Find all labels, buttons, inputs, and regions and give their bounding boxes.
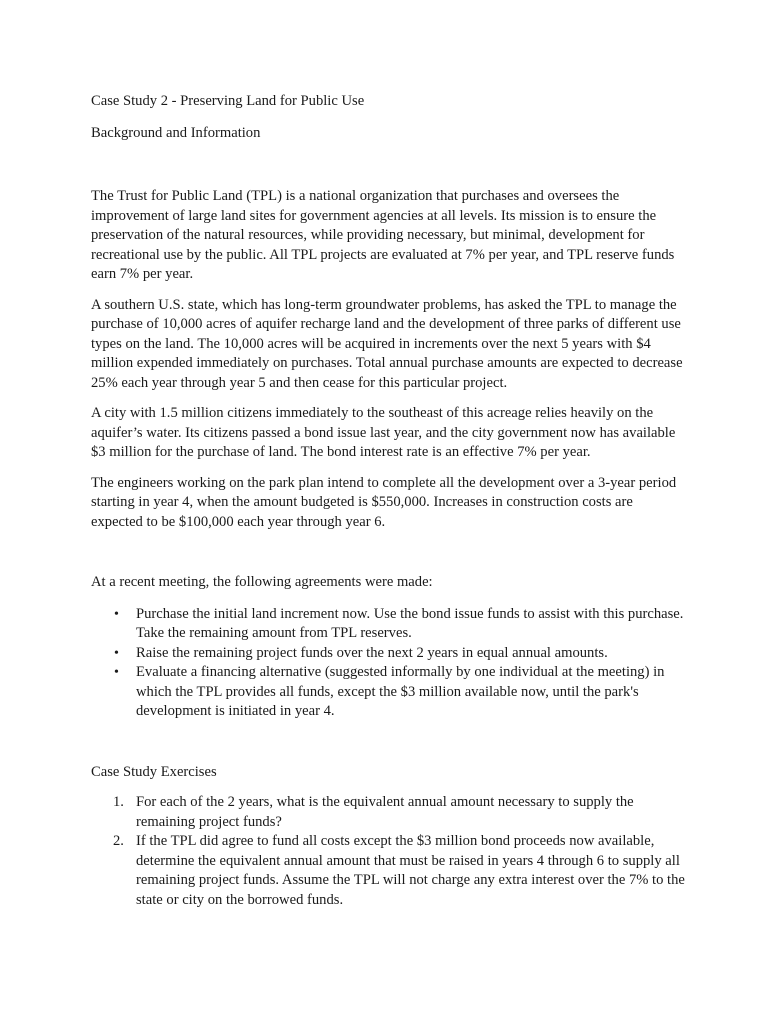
list-item <box>91 663 686 722</box>
exercise-text: For each of the 2 years, what is the equivalent annual amount necessary to supply the remaining project funds? <box>136 794 634 830</box>
bullet-icon: • <box>114 645 119 661</box>
exercise-number: 1. <box>113 794 124 810</box>
bullet-icon: • <box>114 665 119 680</box>
paragraph-state-request: A southern U.S. state, which has long-term groundwater problems, has asked the TPL to manage the purchase of 10,000 acres of aquifer recharge land and the development of three parks of different use types on the land. The 10,000 acres will be acquired in increments over the next 5 years with $4 million expended immediately on purchases. Total annual purchase amounts are expected to decrease 25% each year through year 5 and then cease for this particular project. <box>91 296 683 391</box>
agreements-list <box>91 605 686 722</box>
section-heading-background: Background and Information <box>91 124 261 141</box>
agreement-text: Purchase the initial land increment now. Use the bond issue funds to assist with this purchase. Take the remaining amount from TPL reserves. <box>136 605 684 641</box>
exercise-number: 2. <box>113 833 124 849</box>
bullet-icon: • <box>114 606 119 622</box>
list-item <box>91 644 686 664</box>
list-item <box>91 793 686 832</box>
document-page <box>91 92 686 910</box>
paragraph-engineers-plan: The engineers working on the park plan intend to complete all the development over a 3-year period starting in year 4, when the amount budgeted is $550,000. Increases in construction costs are expected to be $100,000 each year through year 6. <box>91 474 677 530</box>
paragraph-tpl-intro: The Trust for Public Land (TPL) is a national organization that purchases and oversees the improvement of large land sites for government agencies at all levels. Its mission is to ensure the preservation of the natural resources, while providing necessary, but minimal, development for recreational use by the public. All TPL projects are evaluated at 7% per year, and TPL reserve funds earn 7% per year. <box>91 188 675 282</box>
list-item <box>91 605 686 644</box>
agreement-text: Raise the remaining project funds over the next 2 years in equal annual amounts. <box>136 644 608 661</box>
agreements-intro: At a recent meeting, the following agreements were made: <box>91 574 433 590</box>
section-heading-exercises: Case Study Exercises <box>91 763 217 780</box>
document-title: Case Study 2 - Preserving Land for Public Use <box>91 93 365 109</box>
agreement-text: Evaluate a financing alternative (suggested informally by one individual at the meeting) in which the TPL provides all funds, except the $3 million available now, until the park's development is initiated in year 4. <box>136 664 665 719</box>
list-item <box>91 832 686 910</box>
exercises-list <box>91 793 686 910</box>
paragraph-city-bond: A city with 1.5 million citizens immediately to the southeast of this acreage relies heavily on the aquifer’s water. Its citizens passed a bond issue last year, and the city government now has available $3 million for the purchase of land. The bond interest rate is an effective 7% per year. <box>91 405 676 460</box>
exercise-text: If the TPL did agree to fund all costs except the $3 million bond proceeds now available, determine the equivalent annual amount that must be raised in years 4 through 6 to supply all remaining project funds. Assume the TPL will not charge any extra interest over the 7% to the state or city on the borrowed funds. <box>136 833 685 908</box>
